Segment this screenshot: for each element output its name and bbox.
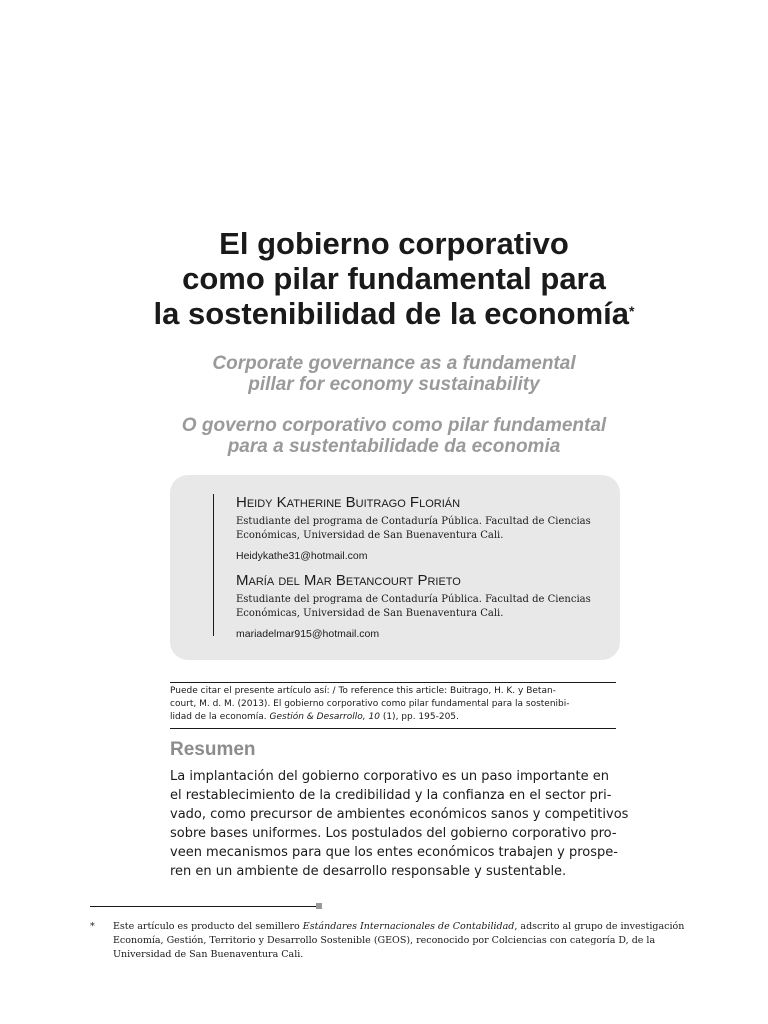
affiliation-line: Económicas, Universidad de San Buenaventura Cali. — [236, 530, 504, 541]
author-affiliation — [236, 515, 606, 543]
abstract-body — [170, 767, 629, 881]
abstract-line: ren en un ambiente de desarrollo responsable y sustentable. — [170, 864, 567, 879]
portuguese-title-line: para a sustentabilidade da economia — [227, 436, 561, 457]
footnote-line — [113, 920, 700, 934]
author-block — [236, 494, 606, 563]
citation-line: Puede citar el presente artículo así: / To reference this article: Buitrago, H. K. y Betan- — [170, 686, 556, 696]
footnote-line: Economía, Gestión, Territorio y Desarrollo Sostenible (GEOS), reconocido por Colciencias con categoría D, de la — [113, 935, 656, 946]
affiliation-line: Económicas, Universidad de San Buenaventura Cali. — [236, 608, 504, 619]
abstract-line: La implantación del gobierno corporativo es un paso importante en — [170, 769, 609, 784]
citation-box — [170, 682, 616, 729]
author-name: María del Mar Betancourt Prieto — [236, 572, 461, 589]
affiliation-line: Estudiante del programa de Contaduría Pública. Facultad de Ciencias — [236, 516, 591, 527]
english-title-line: Corporate governance as a fundamental — [212, 353, 576, 374]
citation-journal: Gestión & Desarrollo, 10 — [269, 712, 380, 722]
citation-line: court, M. d. M. (2013). El gobierno corporativo como pilar fundamental para la sostenibi- — [170, 699, 570, 709]
footnote-fragment: Este artículo es producto del semillero — [113, 921, 303, 932]
title-line: como pilar fundamental para — [182, 261, 606, 296]
portuguese-title-line: O governo corporativo como pilar fundamental — [181, 415, 607, 436]
english-title — [84, 353, 704, 395]
abstract-line: sobre bases uniformes. Los postulados del gobierno corporativo pro- — [170, 826, 617, 841]
citation-text: (1), pp. 195-205. — [379, 712, 459, 722]
affiliation-line: Estudiante del programa de Contaduría Pública. Facultad de Ciencias — [236, 594, 591, 605]
title-line: El gobierno corporativo — [219, 226, 569, 261]
footnote-fragment: , adscrito al grupo de investigación — [514, 921, 685, 932]
footnote-separator-mark — [316, 903, 322, 909]
authors-divider — [213, 494, 214, 636]
abstract-heading: Resumen — [170, 739, 256, 760]
title-footnote-marker: * — [629, 303, 635, 319]
citation-line — [170, 711, 616, 724]
footnote-emphasis: Estándares Internacionales de Contabilidad — [302, 921, 515, 932]
title-line-text: la sostenibilidad de la economía — [153, 296, 629, 331]
author-email: Heidykathe31@hotmail.com — [236, 550, 368, 562]
author-affiliation — [236, 593, 606, 621]
portuguese-title — [84, 415, 704, 457]
citation-text: lidad de la economía. — [170, 712, 270, 722]
english-title-line: pillar for economy sustainability — [248, 374, 540, 395]
abstract-line: vado, como precursor de ambientes económicos sanos y competitivos — [170, 807, 629, 822]
footnote-separator — [90, 906, 316, 907]
abstract-line: el restablecimiento de la credibilidad y la confianza en el sector pri- — [170, 788, 612, 803]
footnote-line: Universidad de San Buenaventura Cali. — [113, 949, 304, 960]
article-title — [84, 226, 704, 331]
footnote — [90, 920, 700, 962]
footnote-marker: * — [90, 921, 95, 932]
title-line — [84, 296, 704, 331]
footnote-text — [113, 920, 700, 962]
author-block — [236, 572, 606, 641]
author-name: Heidy Katherine Buitrago Florián — [236, 494, 461, 511]
abstract-line: veen mecanismos para que los entes económicos trabajen y prospe- — [170, 845, 618, 860]
author-email: mariadelmar915@hotmail.com — [236, 628, 380, 640]
